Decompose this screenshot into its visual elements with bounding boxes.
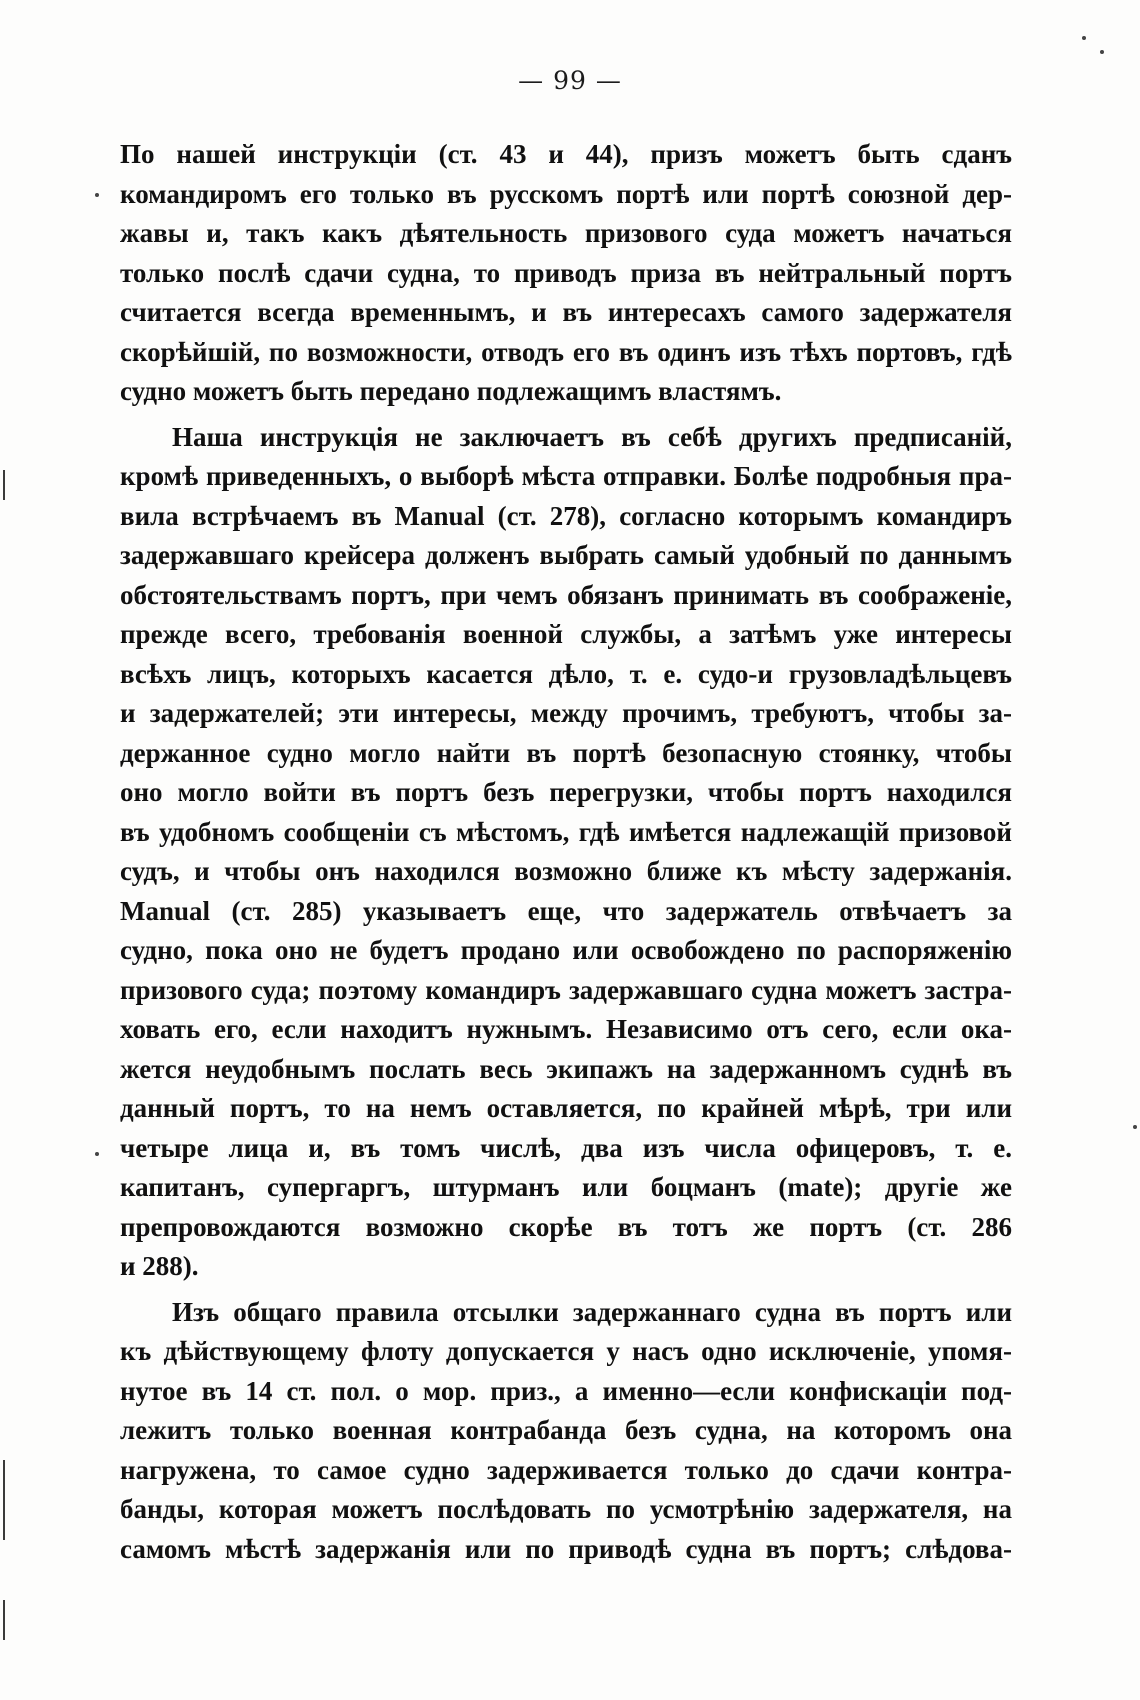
text-line: самомъ мѣстѣ задержанія или по приводѣ судна въ портъ; слѣдова- (120, 1533, 1012, 1564)
text-line: оно могло войти въ портъ безъ перегрузки, чтобы портъ находился (120, 777, 1012, 807)
scan-dot (1133, 1125, 1137, 1129)
text-line: препровождаются возможно скорѣе въ тотъ же портъ (ст. 286 (120, 1211, 1012, 1242)
page-number: — 99 — (518, 66, 622, 95)
text-line: и 288). (120, 1251, 199, 1281)
scan-margin-mark (3, 1460, 5, 1540)
text-line: скорѣйшій, по возможности, отводъ его въ одинъ изъ тѣхъ портовъ, гдѣ (120, 336, 1012, 367)
text-line: По нашей инструкціи (ст. 43 и 44), призъ можетъ быть сданъ (120, 139, 1012, 169)
text-line: лежитъ только военная контрабанда безъ судна, на которомъ она (120, 1415, 1012, 1445)
text-line: всѣхъ лицъ, которыхъ касается дѣло, т. е. судо-и грузовладѣльцевъ (120, 658, 1012, 689)
text-line: призового суда; поэтому командиръ задержавшаго судна можетъ застра- (120, 974, 1012, 1005)
text-line: только послѣ сдачи судна, то приводъ приза въ нейтральный портъ (120, 257, 1012, 288)
text-line: капитанъ, супергаргъ, штурманъ или боцманъ (mate); другіе же (120, 1172, 1012, 1202)
scan-margin-mark (3, 1600, 5, 1640)
text-line: Наша инструкція не заключаетъ въ себѣ другихъ предписаній, (172, 421, 1012, 452)
text-line: судно можетъ быть передано подлежащимъ властямъ. (120, 376, 782, 406)
text-line: обстоятельствамъ портъ, при чемъ обязанъ принимать въ соображеніе, (120, 579, 1012, 610)
body-text (120, 135, 1012, 1569)
text-line: прежде всего, требованія военной службы, а затѣмъ уже интересы (120, 619, 1012, 649)
paragraph-2 (120, 418, 1012, 1287)
text-line: судъ, и чтобы онъ находился возможно ближе къ мѣсту задержанія. (120, 856, 1012, 886)
text-line: жется неудобнымъ послать весь экипажъ на задержанномъ суднѣ въ (120, 1053, 1012, 1084)
text-line: держанное судно могло найти въ портѣ безопасную стоянку, чтобы (120, 737, 1012, 768)
text-line: четыре лица и, въ томъ числѣ, два изъ числа офицеровъ, т. е. (120, 1132, 1012, 1163)
text-line: вила встрѣчаемъ въ Manual (ст. 278), согласно которымъ командиръ (120, 500, 1012, 531)
text-line: Manual (ст. 285) указываетъ еще, что задержатель отвѣчаетъ за (120, 895, 1012, 926)
scan-dot (95, 1152, 99, 1156)
text-line: Изъ общаго правила отсылки задержаннаго судна въ портъ или (172, 1296, 1012, 1327)
text-line: нутое въ 14 ст. пол. о мор. приз., а именно—если конфискаціи под- (120, 1375, 1012, 1406)
text-line: судно, пока оно не будетъ продано или освобождено по распоряженію (120, 935, 1012, 965)
scan-dot (1100, 50, 1104, 54)
text-line: командиромъ его только въ русскомъ портѣ или портѣ союзной дер- (120, 178, 1012, 209)
text-line: данный портъ, то на немъ оставляется, по крайней мѣрѣ, три или (120, 1093, 1012, 1123)
text-line: нагружена, то самое судно задерживается только до сдачи контра- (120, 1454, 1012, 1485)
scan-margin-mark (3, 470, 5, 500)
text-line: и задержателей; эти интересы, между прочимъ, требуютъ, чтобы за- (120, 698, 1012, 728)
text-line: считается всегда временнымъ, и въ интересахъ самого задержателя (120, 297, 1012, 327)
text-line: въ удобномъ сообщеніи съ мѣстомъ, гдѣ имѣется надлежащій призовой (120, 816, 1012, 847)
text-line: жавы и, такъ какъ дѣятельность призового суда можетъ начаться (120, 218, 1012, 248)
scan-dot (1082, 36, 1086, 40)
paragraph-1 (120, 135, 1012, 412)
text-line: задержавшаго крейсера долженъ выбрать самый удобный по даннымъ (120, 540, 1012, 570)
text-line: къ дѣйствующему флоту допускается у насъ одно исключеніе, упомя- (120, 1336, 1012, 1366)
text-line: ховать его, если находитъ нужнымъ. Независимо отъ сего, если ока- (120, 1014, 1012, 1044)
text-line: кромѣ приведенныхъ, о выборѣ мѣста отправки. Болѣе подробныя пра- (120, 461, 1012, 491)
text-line: банды, которая можетъ послѣдовать по усмотрѣнію задержателя, на (120, 1494, 1012, 1524)
paragraph-3 (120, 1293, 1012, 1570)
scan-dot (95, 193, 99, 197)
